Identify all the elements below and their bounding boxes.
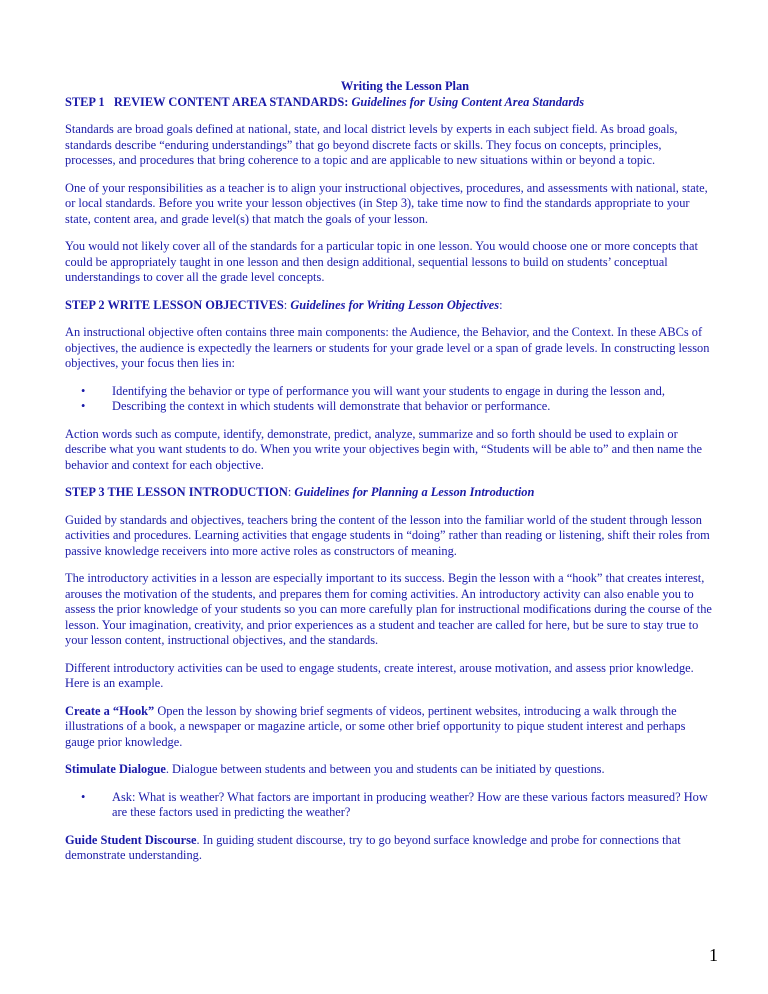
dialogue-text: . Dialogue between students and between you and students can be initiated by questions. — [165, 762, 605, 776]
step2-bullet-list — [65, 384, 715, 415]
hook-label: Create a “Hook” — [65, 703, 155, 718]
step3-guide: Guidelines for Planning a Lesson Introduction — [294, 485, 535, 499]
discourse-paragraph — [65, 833, 715, 864]
step2-tail: : — [499, 297, 503, 312]
discourse-label: Guide Student Discourse — [65, 832, 197, 847]
list-item — [65, 384, 715, 400]
discourse-text: . In guiding student discourse, try to go beyond surface knowledge and probe for connections that demonstrate understanding. — [65, 832, 681, 862]
list-item-text: Ask: What is weather? What factors are important in producing weather? How are these various factors measured? How are these factors used in predicting the weather? — [112, 789, 708, 819]
bullet-icon: • — [81, 383, 86, 398]
step2-outro: Action words such as compute, identify, demonstrate, predict, analyze, summarize and so forth should be used to explain or describe what you want students to do. When you write your objectives begin with, “Students will be able to” and then name the behavior and context for each objective. — [65, 426, 703, 472]
list-item — [65, 790, 715, 821]
step1-paragraph-1: Standards are broad goals defined at national, state, and local district levels by experts in each subject field. As broad goals, standards describe “enduring understandings” that go beyond discrete facts or skills. They focus on concepts, principles, processes, and procedures that bring coherence to a topic and are applicable to new situations within or beyond a topic. — [65, 122, 678, 167]
step1-lead: STEP 1 REVIEW CONTENT AREA STANDARDS: — [65, 94, 352, 109]
step2-heading — [65, 298, 715, 314]
step3-heading — [65, 485, 715, 501]
step3-sep: : — [287, 485, 295, 499]
list-item-text: Describing the context in which students will demonstrate that behavior or performance. — [112, 399, 551, 413]
bullet-icon: • — [81, 399, 86, 413]
dialogue-bullet-list — [65, 790, 715, 821]
step1-guide: Guidelines for Using Content Area Standards — [351, 94, 585, 109]
step2-sep: : — [283, 297, 291, 312]
step3-paragraph-2: The introductory activities in a lesson are especially important to its success. Begin the lesson with a “hook” that creates interest, arouses the motivation of the students, and prepares them for coming activities. An introductory activity can also enable you to assess the prior knowledge of your students so you can more carefully plan for instructional modifications during the course of the lesson. Your imagination, creativity, and prior experiences as a student and teacher are called for here, but be sure to stay true to your lesson content, instructional objectives, and the standards. — [65, 571, 712, 647]
document-title: Writing the Lesson Plan — [340, 79, 470, 93]
hook-text: Open the lesson by showing brief segments of videos, pertinent websites, introducing a walk through the illustrations of a book, a newspaper or magazine article, or some other brief opportunity to pique student interest and perhaps gauge prior knowledge. — [65, 703, 686, 749]
step3-lead: STEP 3 THE LESSON INTRODUCTION — [65, 485, 288, 499]
list-item — [65, 399, 715, 415]
step2-guide: Guidelines for Writing Lesson Objectives — [290, 297, 500, 312]
page-number: 1 — [709, 945, 718, 965]
step2-intro: An instructional objective often contains three main components: the Audience, the Behavior, and the Context. In these ABCs of objectives, the audience is expectedly the learners or students for your grade level or a span of grade levels. In constructing lesson objectives, your focus then lies in: — [65, 325, 710, 370]
step1-heading — [65, 95, 715, 111]
step3-paragraph-3: Different introductory activities can be used to engage students, create interest, arouse motivation, and assess prior knowledge. Here is an example. — [65, 660, 694, 690]
step1-paragraph-3: You would not likely cover all of the standards for a particular topic in one lesson. You would choose one or more concepts that could be appropriately taught in one lesson and then design additional, sequential lessons to build on students’ conceptual understandings to cover all the grade level concepts. — [65, 239, 698, 284]
step1-paragraph-2: One of your responsibilities as a teacher is to align your instructional objectives, procedures, and assessments with national, state, or local standards. Before you write your lesson objectives (in Step 3), take time now to find the standards appropriate to your state, content area, and grade level(s) that match the goals of your lesson. — [65, 180, 708, 226]
step3-paragraph-1: Guided by standards and objectives, teachers bring the content of the lesson into the familiar world of the student through lesson activities and procedures. Learning activities that engage students in “doing” rather than reading or listening, shift their roles from passive knowledge receivers into more active roles as constructors of meaning. — [65, 512, 710, 558]
step2-lead: STEP 2 WRITE LESSON OBJECTIVES — [65, 297, 284, 312]
dialogue-label: Stimulate Dialogue — [65, 762, 166, 776]
document-page — [65, 79, 715, 876]
bullet-icon: • — [81, 789, 86, 804]
hook-paragraph — [65, 704, 715, 751]
dialogue-paragraph — [65, 762, 715, 778]
list-item-text: Identifying the behavior or type of performance you will want your students to engage in during the lesson and, — [112, 383, 665, 398]
